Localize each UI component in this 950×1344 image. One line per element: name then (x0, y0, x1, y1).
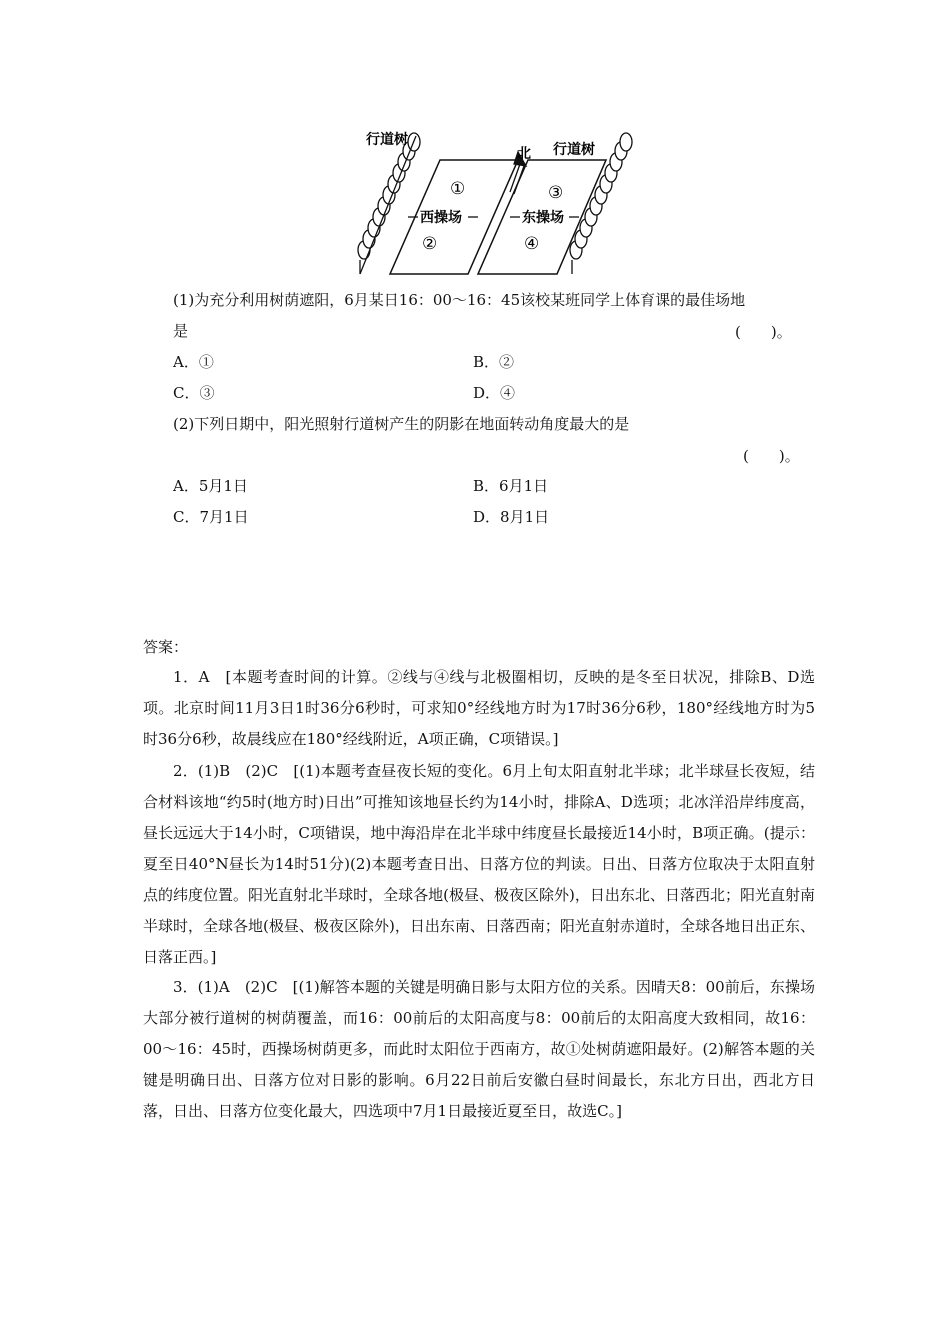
q1-option-a: A．① (173, 353, 214, 371)
q2-answer-bracket: ( )。 (743, 447, 800, 465)
answer-3: 3．(1)A (2)C [(1)解答本题的关键是明确日影与太阳方位的关系。因晴天8：00前后，东操场大部分被行道树的树荫覆盖，而16：00前后的太阳高度与8：00前后的太阳高度大致相同，故16：00～16：45时，西操场树荫更多，而此时太阳位于西南方，故①处树荫遮阳最好。(2)解答本题的关键是明确日出、日落方位对日影的影响。6月22日前后安徽白昼时间最长，东北方日出，西北方日落，日出、日落方位变化最大，四选项中7月1日最接近夏至日，故选C。] (143, 978, 815, 1120)
q1-option-d: D．④ (473, 384, 516, 402)
answer-2: 2．(1)B (2)C [(1)本题考查昼夜长短的变化。6月上旬太阳直射北半球；北半球昼长夜短，结合材料该地“约5时(地方时)日出”可推知该地昼长约为14小时，排除A、D选项；北冰洋沿岸纬度高，昼长远远大于14小时，C项错误，地中海沿岸在北半球中纬度昼长最接近14小时，B项正确。(提示：夏至日40°N昼长为14时51分)(2)本题考查日出、日落方位的判读。日出、日落方位取决于太阳直射点的纬度位置。阳光直射北半球时，全球各地(极昼、极夜区除外)，日出东北、日落西北；阳光直射南半球时，全球各地(极昼、极夜区除外)，日出东南、日落西南；阳光直射赤道时，全球各地日出正东、日落正西。] (143, 762, 815, 966)
mark-4: ④ (524, 234, 540, 254)
mark-2: ② (422, 234, 438, 254)
answers-heading: 答案： (143, 638, 189, 656)
q2-option-d: D．8月1日 (473, 508, 550, 526)
q1-stem-line1: (1)为充分利用树荫遮阳，6月某日16：00～16：45该校某班同学上体育课的最佳场地 (173, 291, 746, 309)
tree-row-left (358, 133, 420, 274)
playground-diagram (350, 122, 640, 282)
q2-stem: (2)下列日期中，阳光照射行道树产生的阴影在地面转动角度最大的是 (173, 415, 630, 433)
q1-option-b: B．② (473, 353, 515, 371)
mark-3: ③ (548, 183, 564, 203)
label-north: 北 (517, 146, 531, 162)
label-west-field: 西操场 (420, 210, 462, 226)
label-trees-left: 行道树 (366, 132, 408, 148)
playground-figure (350, 122, 640, 282)
q1-option-c: C．③ (173, 384, 215, 402)
q1-answer-bracket: ( )。 (735, 323, 792, 341)
q2-option-c: C．7月1日 (173, 508, 249, 526)
q2-option-a: A．5月1日 (173, 477, 248, 495)
mark-1: ① (450, 179, 466, 199)
label-trees-right: 行道树 (553, 142, 595, 158)
label-east-field: 东操场 (522, 210, 564, 226)
q2-option-b: B．6月1日 (473, 477, 549, 495)
answer-1: 1．A [本题考查时间的计算。②线与④线与北极圈相切，反映的是冬至日状况，排除B、D选项。北京时间11月3日1时36分6秒时，可求知0°经线地方时为17时36分6秒，180°经线地方时为5时36分6秒，故晨线应在180°经线附近，A项正确，C项错误。] (143, 668, 815, 748)
q1-stem-line2: 是 (173, 322, 189, 340)
